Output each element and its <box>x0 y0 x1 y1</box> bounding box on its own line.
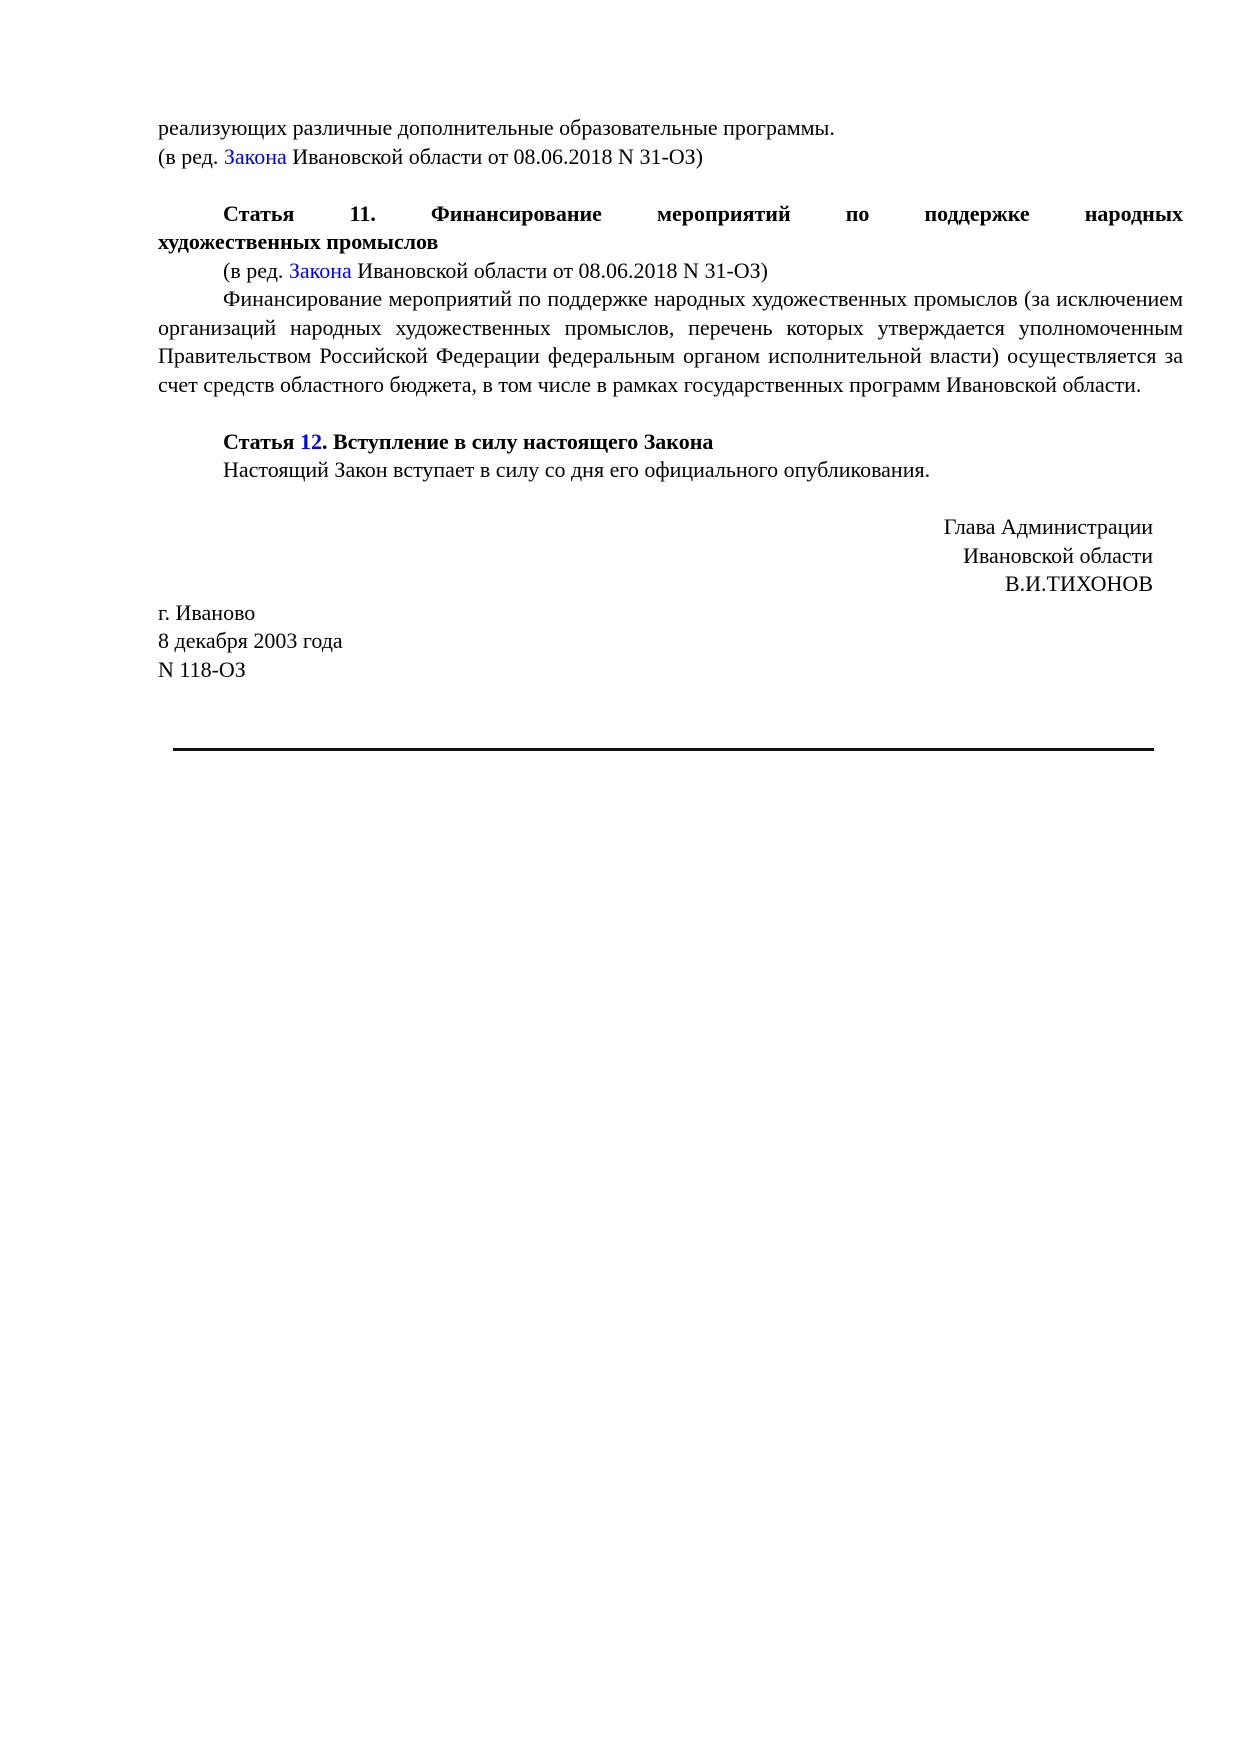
article-11-amendment-law-link[interactable]: Закона <box>288 257 352 283</box>
signature-region: Ивановской области <box>963 542 1153 568</box>
intro-paragraph <box>158 114 1183 171</box>
place-line: г. Иваново <box>158 599 256 625</box>
document-page <box>0 0 1240 751</box>
signature-name: В.И.ТИХОНОВ <box>1005 571 1153 596</box>
article-11-amendment-prefix: (в ред. <box>223 257 289 283</box>
intro-amendment-law-link[interactable]: Закона <box>223 143 287 169</box>
intro-amendment-note <box>158 143 1183 172</box>
article-12-number-link[interactable]: 12 <box>299 428 322 454</box>
article-11-heading-line-2: художественных промыслов <box>158 229 439 254</box>
date-line: 8 декабря 2003 года <box>158 628 343 653</box>
doc-number-line: N 118-ОЗ <box>158 656 246 682</box>
article-12-heading-prefix: Статья <box>223 428 300 454</box>
article-11-amendment-suffix: Ивановской области от 08.06.2018 N 31-ОЗ) <box>351 257 769 283</box>
signature-title: Глава Администрации <box>943 514 1153 539</box>
intro-paragraph-last-line: реализующих различные дополнительные образовательные программы. <box>158 115 835 140</box>
article-12-heading <box>158 428 1183 457</box>
article-11-heading-line-1: Статья 11. Финансирование мероприятий по поддержке народных <box>223 200 1183 226</box>
article-12-body-paragraph: Настоящий Закон вступает в силу со дня его официального опубликования. <box>223 457 931 482</box>
article-11-body-paragraph: Финансирование мероприятий по поддержке народных художественных промыслов (за исключением организаций народных художественных промыслов, перечень которых утверждается уполномоченным Правительством Российской Федерации федеральным органом исполнительной власти) осуществляется за счет средств областного бюджета, в том числе в рамках государственных программ Ивановской области. <box>158 286 1183 397</box>
intro-amendment-suffix: Ивановской области от 08.06.2018 N 31-ОЗ) <box>286 143 704 169</box>
article-11-amendment-note <box>158 257 1183 286</box>
article-12-heading-suffix: . Вступление в силу настоящего Закона <box>321 428 714 454</box>
separator-line <box>173 748 1154 751</box>
intro-amendment-prefix: (в ред. <box>158 143 224 169</box>
signature-block <box>158 513 1153 599</box>
